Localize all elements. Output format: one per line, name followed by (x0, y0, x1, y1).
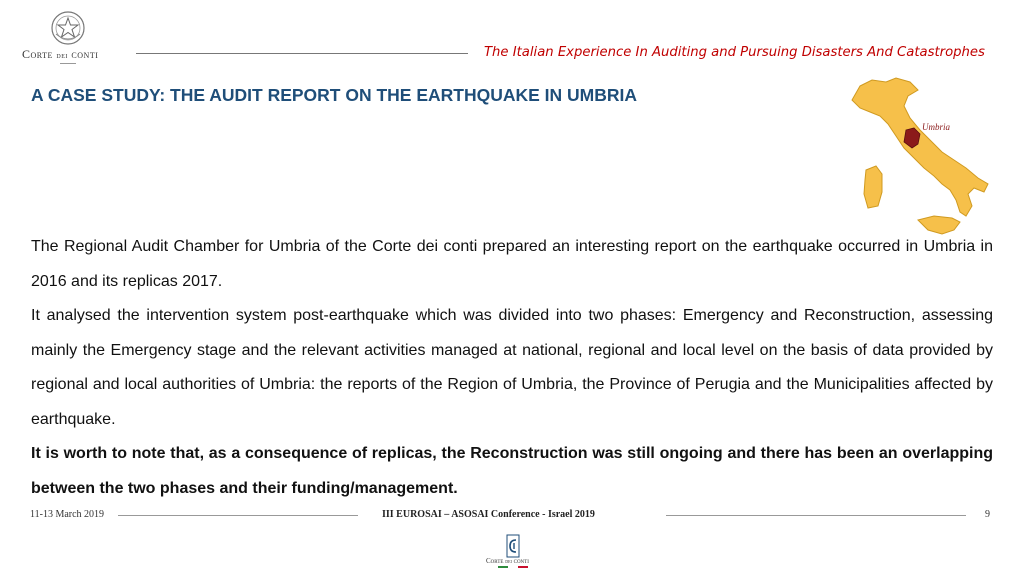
footer-line-right (666, 515, 966, 516)
italy-map (838, 72, 998, 242)
italian-flag-stripe (498, 566, 528, 568)
body-paragraph-bold: It is worth to note that, as a consequence of replicas, the Reconstruction was still ongoing and there has been an overlapping between the two phases and their funding/management. (31, 445, 993, 497)
brand-conti: conti (71, 47, 99, 61)
brand-dei: dei (56, 51, 68, 60)
footer-brand (486, 557, 529, 565)
footer-brand-corte: Corte (486, 557, 504, 565)
header-rule (136, 53, 468, 54)
footer-conference: III EUROSAI – ASOSAI Conference - Israel 2019 (382, 509, 595, 520)
brand-underline (60, 63, 76, 64)
footer-brand-dei: dei (505, 560, 512, 565)
umbria-label: Umbria (922, 122, 951, 132)
page-number: 9 (985, 509, 990, 520)
sardinia-island (864, 166, 882, 208)
body-paragraph-2: It analysed the intervention system post-earthquake which was divided into two phases: Emergency and Reconstruction, assessing mainly the Emergency stage and the relevant activities managed at national, regional and local level on the basis of data provided by regional and local authorities of Umbria: the reports of the Region of Umbria, the Province of Perugia and the Municipalities affected by earthquake. (31, 307, 993, 428)
footer-brand-conti: conti (513, 557, 529, 565)
header-title: The Italian Experience In Auditing and Pursuing Disasters And Catastrophes (484, 45, 985, 60)
page-title: A CASE STUDY: THE AUDIT REPORT ON THE EARTHQUAKE IN UMBRIA (31, 85, 638, 105)
brand-logotype (22, 47, 98, 62)
emblem-icon (50, 10, 86, 46)
footer-line-left (118, 515, 358, 516)
body-text (31, 230, 993, 506)
footer-logo-icon (506, 534, 520, 558)
brand-corte: Corte (22, 47, 53, 61)
body-paragraph-1: The Regional Audit Chamber for Umbria of the Corte dei conti prepared an interesting report on the earthquake occurred in Umbria in 2016 and its replicas 2017. (31, 238, 993, 290)
footer-date: 11-13 March 2019 (30, 509, 105, 520)
